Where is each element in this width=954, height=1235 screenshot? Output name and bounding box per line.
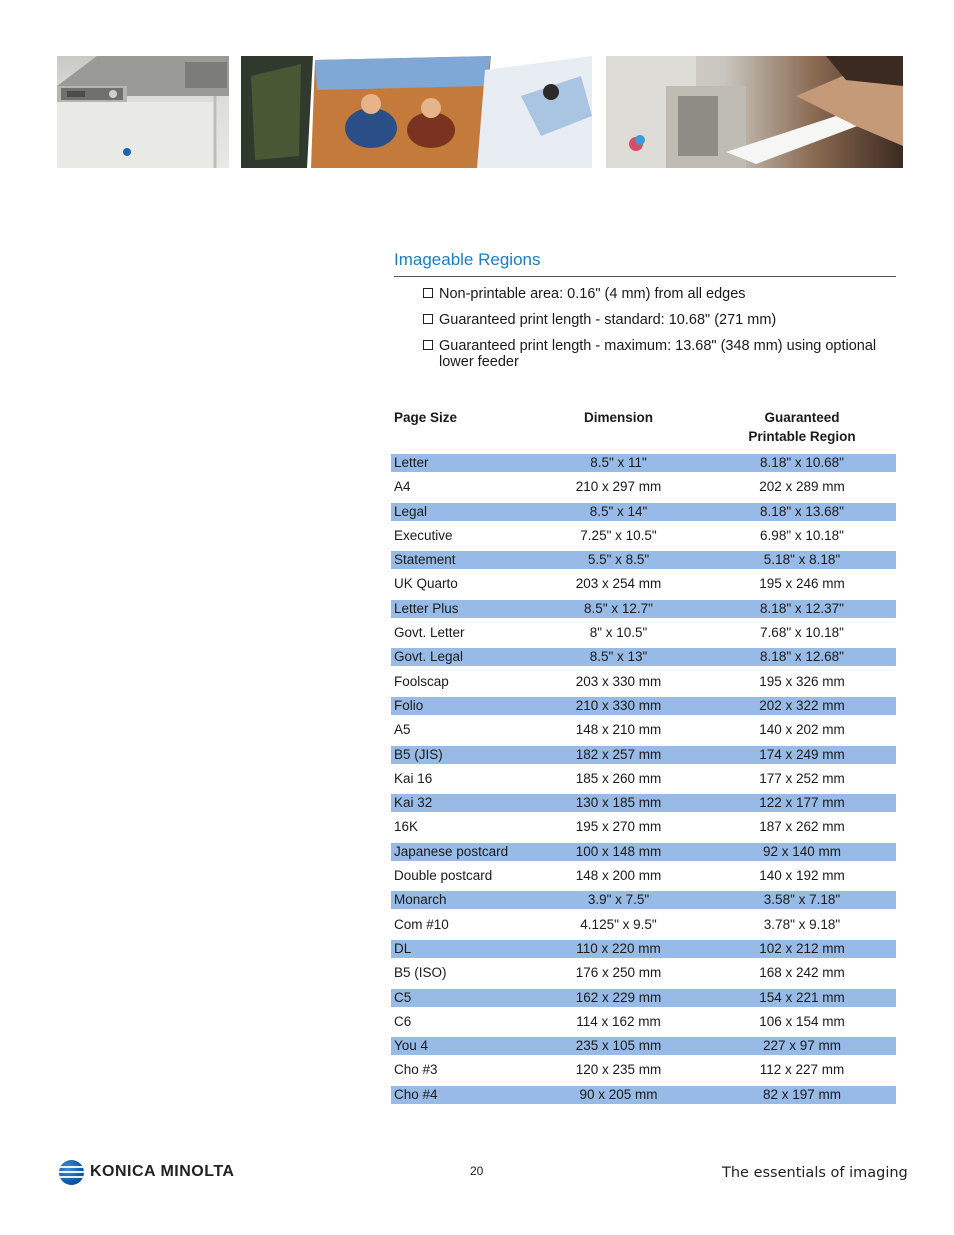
header-region-line1: Guaranteed <box>764 410 840 425</box>
table-row <box>391 916 896 934</box>
cell-printable-region: 8.18" x 12.37" <box>760 600 844 616</box>
header-printable-region <box>721 408 883 446</box>
table-row <box>391 1086 896 1104</box>
bullet-text: Guaranteed print length - standard: 10.68" (271 mm) <box>439 312 777 328</box>
cell-page-size: Letter Plus <box>394 600 459 616</box>
table-row <box>391 746 896 764</box>
table-header <box>391 408 896 454</box>
cell-dimension: 148 x 200 mm <box>575 868 662 884</box>
cell-page-size: C5 <box>394 989 412 1005</box>
cell-dimension: 235 x 105 mm <box>575 1038 662 1054</box>
section-title: Imageable Regions <box>394 250 541 269</box>
table-row <box>391 770 896 788</box>
table-row <box>391 721 896 739</box>
checkbox-icon <box>423 314 433 324</box>
cell-dimension: 4.125" x 9.5" <box>580 916 657 932</box>
table-row <box>391 891 896 909</box>
cell-dimension: 8.5" x 13" <box>589 649 648 665</box>
header-region-line2: Printable Region <box>748 429 856 444</box>
cell-printable-region: 112 x 227 mm <box>759 1062 845 1078</box>
checkbox-icon <box>423 340 433 350</box>
cell-printable-region: 154 x 221 mm <box>759 989 845 1005</box>
cell-printable-region: 92 x 140 mm <box>762 843 842 859</box>
cell-page-size: Japanese postcard <box>394 843 509 859</box>
table-row <box>391 989 896 1007</box>
cell-printable-region: 195 x 326 mm <box>759 673 845 689</box>
cell-page-size: Monarch <box>394 892 447 908</box>
cell-dimension: 8.5" x 11" <box>590 455 647 470</box>
cell-printable-region: 227 x 97 mm <box>762 1038 842 1054</box>
cell-dimension: 185 x 260 mm <box>575 770 662 786</box>
cell-dimension: 176 x 250 mm <box>575 965 662 981</box>
cell-page-size: Govt. Legal <box>394 649 464 665</box>
table-body <box>391 454 896 1104</box>
cell-page-size: Govt. Letter <box>394 625 465 641</box>
table-row <box>391 478 896 496</box>
cell-dimension: 195 x 270 mm <box>575 819 662 835</box>
brand-logo <box>59 1159 234 1185</box>
cell-page-size: Folio <box>394 697 424 713</box>
cell-page-size: DL <box>394 940 412 956</box>
page-number: 20 <box>470 1164 484 1178</box>
cell-dimension: 3.9" x 7.5" <box>587 892 650 908</box>
cell-printable-region: 3.78" x 9.18" <box>763 916 841 932</box>
cell-printable-region: 195 x 246 mm <box>759 576 845 592</box>
table-row <box>391 648 896 666</box>
cell-page-size: UK Quarto <box>394 576 458 592</box>
table-row <box>391 940 896 958</box>
table-row <box>391 1037 896 1055</box>
bullet-text: Guaranteed print length - maximum: 13.68" (348 mm) using optional lower feeder <box>439 338 877 370</box>
brand-name: KONICA MINOLTA <box>90 1163 235 1180</box>
cell-dimension: 130 x 185 mm <box>575 795 662 811</box>
cell-dimension: 8" x 10.5" <box>589 625 648 641</box>
cell-page-size: Legal <box>394 503 428 519</box>
table-row <box>391 867 896 885</box>
table-row <box>391 600 896 618</box>
cell-printable-region: 106 x 154 mm <box>759 1013 845 1029</box>
cell-dimension: 5.5" x 8.5" <box>587 552 650 568</box>
cell-printable-region: 174 x 249 mm <box>759 746 845 762</box>
cell-dimension: 182 x 257 mm <box>575 746 662 762</box>
cell-dimension: 210 x 297 mm <box>575 479 662 495</box>
cell-dimension: 8.5" x 12.7" <box>584 600 653 616</box>
cell-printable-region: 7.68" x 10.18" <box>760 625 844 641</box>
cell-page-size: C6 <box>394 1013 412 1029</box>
table-row <box>391 454 896 472</box>
table-row <box>391 551 896 569</box>
cell-printable-region: 8.18" x 10.68" <box>760 455 844 470</box>
cell-printable-region: 140 x 192 mm <box>759 868 845 884</box>
checkbox-icon <box>423 288 433 298</box>
table-row <box>391 697 896 715</box>
cell-dimension: 210 x 330 mm <box>575 697 662 713</box>
cell-printable-region: 202 x 322 mm <box>759 697 845 713</box>
table-row <box>391 843 896 861</box>
cell-printable-region: 122 x 177 mm <box>759 795 845 811</box>
cell-page-size: A5 <box>394 722 411 738</box>
cell-dimension: 148 x 210 mm <box>575 722 662 738</box>
cell-printable-region: 177 x 252 mm <box>759 770 845 786</box>
table-row <box>391 818 896 836</box>
cell-printable-region: 140 x 202 mm <box>759 722 845 738</box>
cell-page-size: Kai 32 <box>394 795 433 811</box>
cell-page-size: 16K <box>394 819 419 835</box>
cell-dimension: 120 x 235 mm <box>575 1062 662 1078</box>
bullet-item <box>423 286 893 302</box>
bullet-item <box>423 338 893 370</box>
cell-dimension: 110 x 220 mm <box>576 940 661 956</box>
hands-loading-paper-photo <box>606 56 903 168</box>
cell-page-size: Cho #3 <box>394 1062 438 1078</box>
cell-page-size: You 4 <box>394 1038 429 1054</box>
bullet-item <box>423 312 893 328</box>
table-row <box>391 1061 896 1079</box>
cell-page-size: B5 (ISO) <box>394 965 447 981</box>
title-divider <box>394 276 896 277</box>
bullet-text: Non-printable area: 0.16" (4 mm) from all edges <box>439 286 746 302</box>
cell-dimension: 7.25" x 10.5" <box>580 527 657 543</box>
table-row <box>391 673 896 691</box>
cell-page-size: Com #10 <box>394 916 449 932</box>
cell-dimension: 162 x 229 mm <box>575 989 662 1005</box>
cell-page-size: Statement <box>394 552 456 568</box>
cell-page-size: A4 <box>394 479 411 495</box>
konica-minolta-globe-icon <box>59 1160 84 1185</box>
cell-printable-region: 8.18" x 12.68" <box>760 649 844 665</box>
cell-dimension: 203 x 330 mm <box>575 673 662 689</box>
header-dimension: Dimension <box>583 410 653 425</box>
table-row <box>391 624 896 642</box>
cell-page-size: Double postcard <box>394 868 493 884</box>
table-row <box>391 964 896 982</box>
cell-dimension: 90 x 205 mm <box>579 1086 658 1102</box>
cell-printable-region: 202 x 289 mm <box>759 479 845 495</box>
cell-printable-region: 5.18" x 8.18" <box>763 552 841 568</box>
page-size-table <box>391 408 896 1110</box>
cell-dimension: 100 x 148 mm <box>575 843 662 859</box>
table-row <box>391 503 896 521</box>
cell-printable-region: 8.18" x 13.68" <box>760 503 844 519</box>
cell-printable-region: 3.58" x 7.18" <box>763 892 841 908</box>
table-row <box>391 575 896 593</box>
header-page-size: Page Size <box>394 410 458 425</box>
cell-page-size: Cho #4 <box>394 1086 438 1102</box>
cell-page-size: B5 (JIS) <box>394 746 443 762</box>
cell-page-size: Foolscap <box>394 673 449 689</box>
table-row <box>391 527 896 545</box>
table-row <box>391 1013 896 1031</box>
cell-page-size: Kai 16 <box>394 770 433 786</box>
cell-page-size: Executive <box>394 527 453 543</box>
cell-dimension: 203 x 254 mm <box>575 576 662 592</box>
table-row <box>391 794 896 812</box>
cell-page-size: Letter <box>394 455 429 470</box>
cell-dimension: 8.5" x 14" <box>589 503 648 519</box>
cell-dimension: 114 x 162 mm <box>576 1013 661 1029</box>
bullet-list <box>423 286 893 380</box>
cell-printable-region: 82 x 197 mm <box>762 1086 842 1102</box>
cell-printable-region: 187 x 262 mm <box>759 819 845 835</box>
photo-prints-collage <box>241 56 592 168</box>
cell-printable-region: 102 x 212 mm <box>759 940 845 956</box>
printer-photo <box>57 56 229 168</box>
cell-printable-region: 6.98" x 10.18" <box>760 527 844 543</box>
cell-printable-region: 168 x 242 mm <box>759 965 845 981</box>
tagline: The essentials of imaging <box>722 1165 908 1181</box>
